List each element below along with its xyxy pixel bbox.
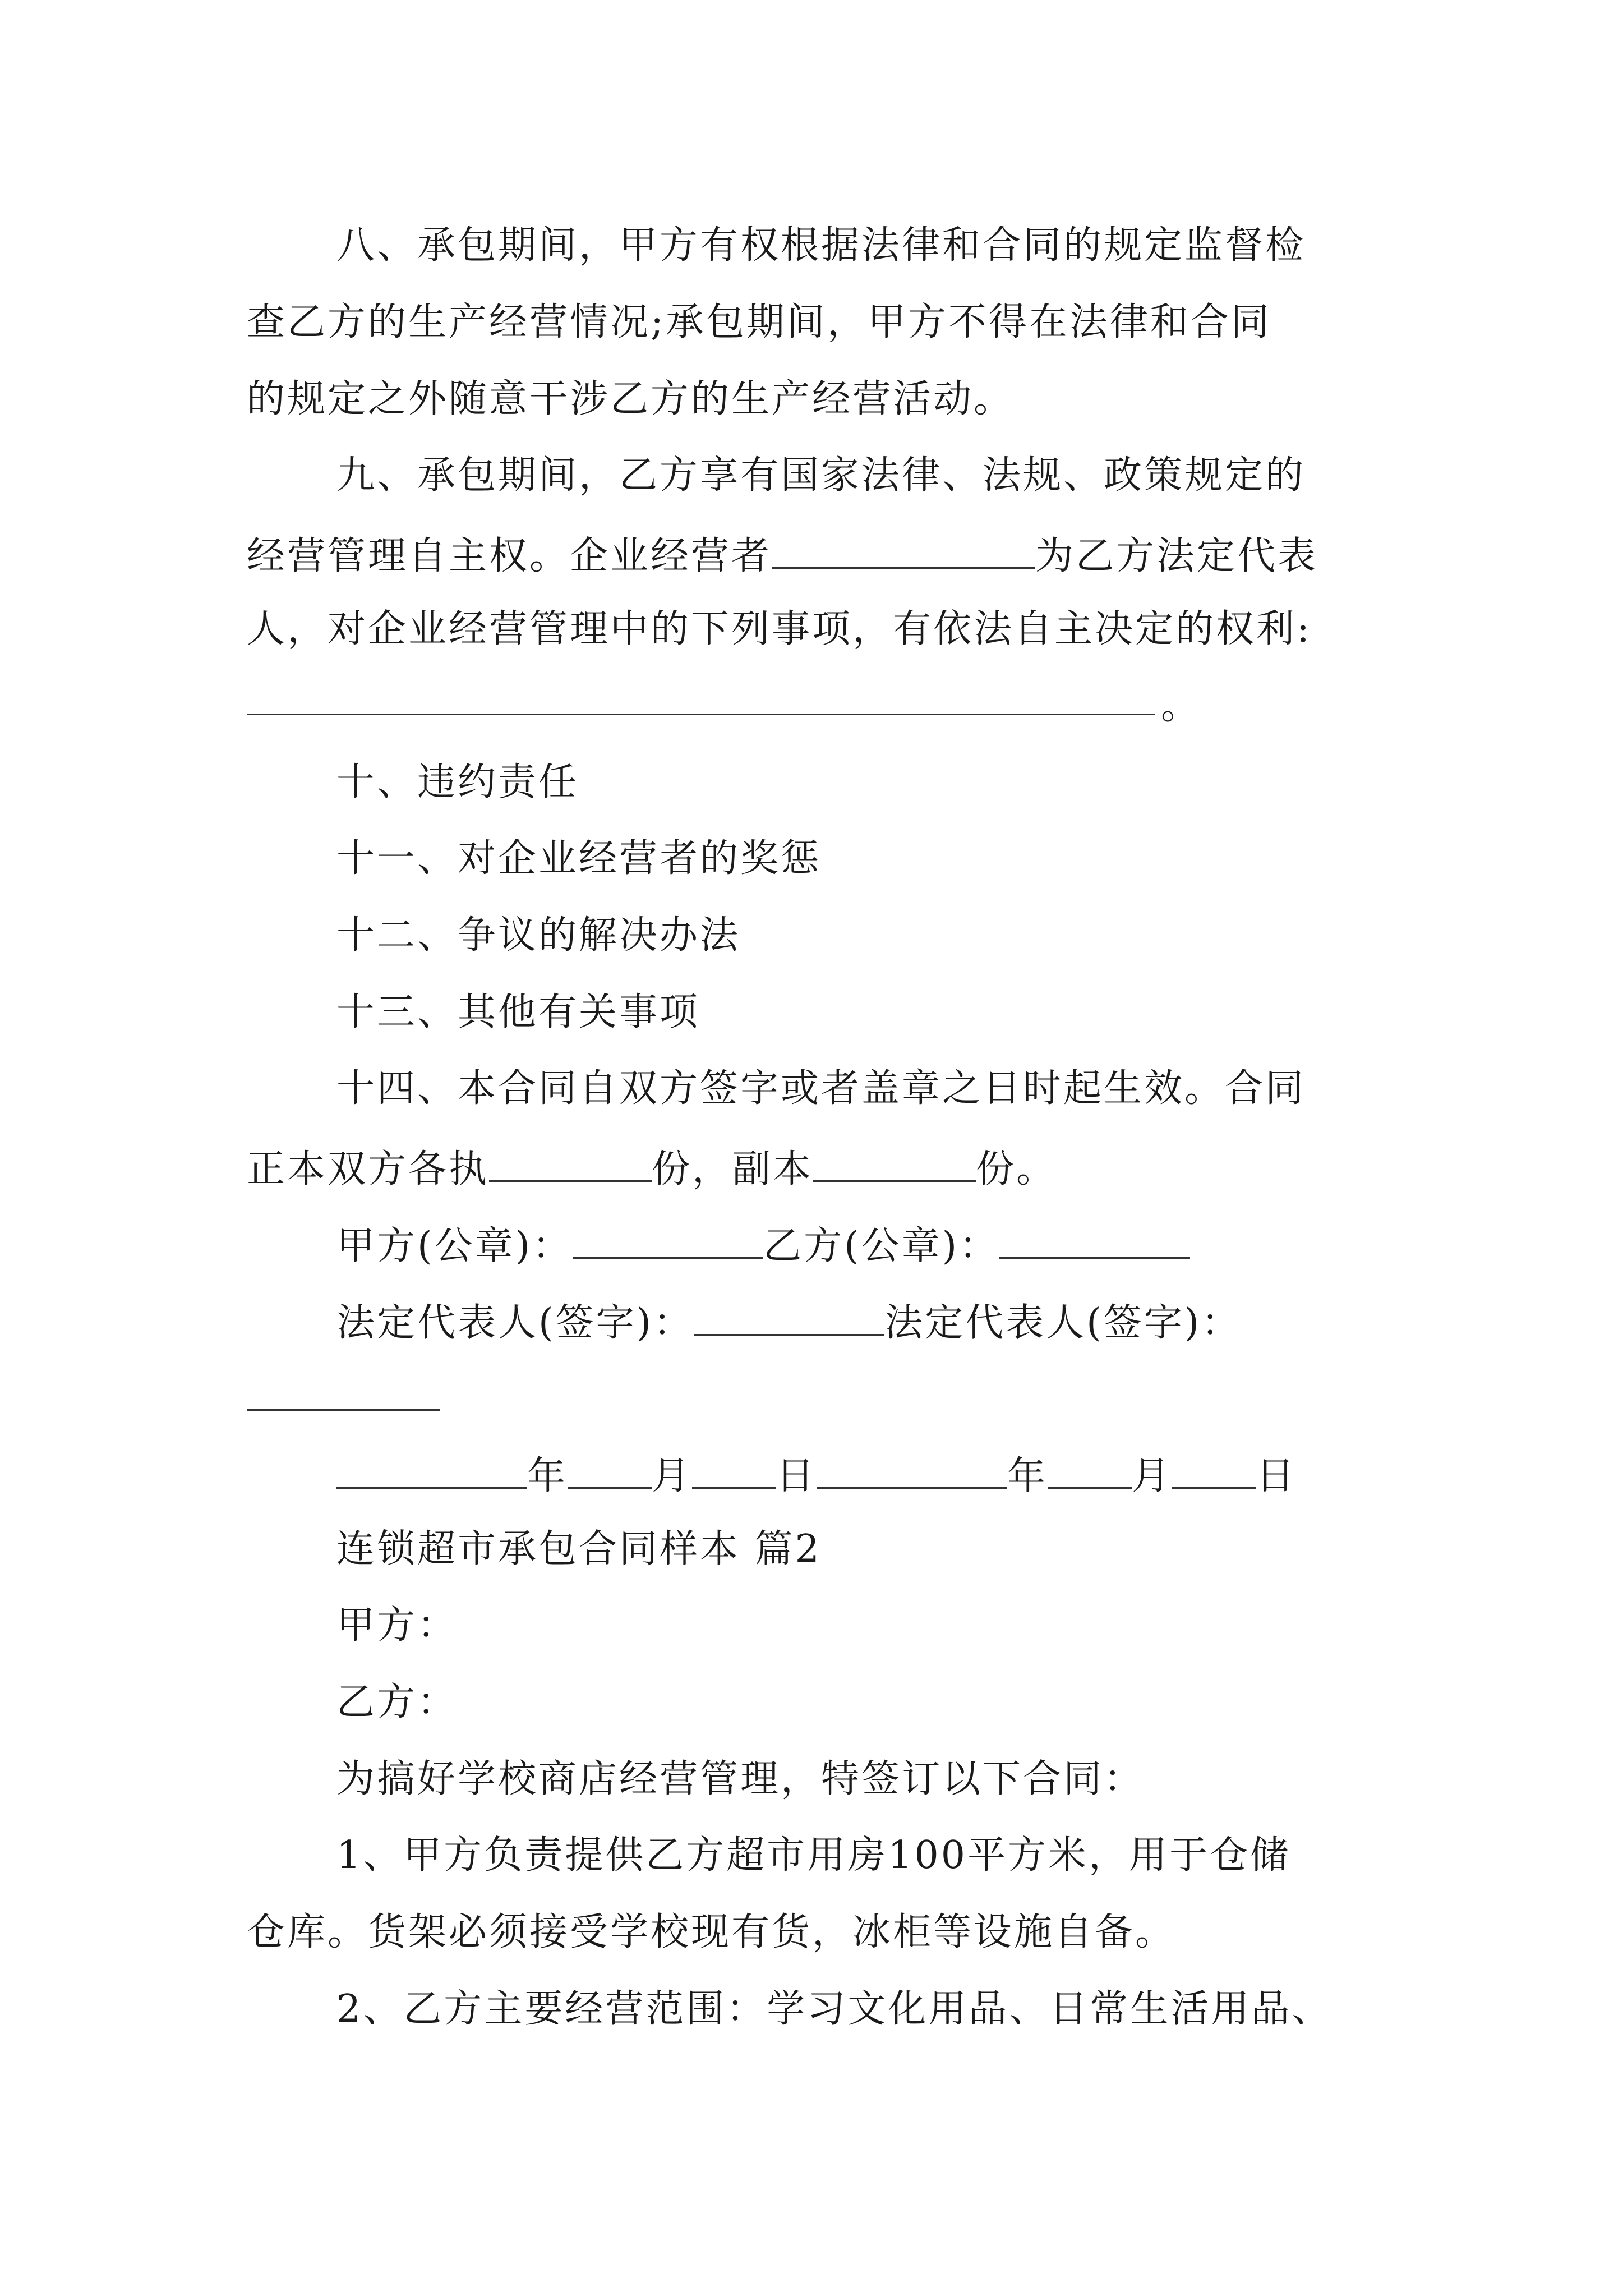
clause-9-period: 。 — [1161, 684, 1202, 728]
original-copies-blank — [489, 1147, 652, 1182]
operator-name-blank — [772, 533, 1035, 569]
day-b-label: 日 — [1256, 1454, 1297, 1498]
clause-9-line-1: 九、承包期间，乙方享有国家法律、法规、政策规定的 — [336, 453, 1306, 498]
representative-line — [336, 1300, 1242, 1345]
day-a-blank — [692, 1453, 776, 1489]
day-b-blank — [1172, 1453, 1256, 1489]
part-2-intro: 为搞好学校商店经营管理，特签订以下合同： — [336, 1757, 1145, 1801]
clause-9-text-a: 经营管理自主权。企业经营者 — [247, 534, 772, 578]
party-a-rep-blank — [694, 1300, 884, 1336]
clause-9-line-3: 人，对企业经营管理中的下列事项，有依法自主决定的权利: — [247, 607, 1312, 651]
day-a-label: 日 — [776, 1454, 817, 1498]
year-a-label: 年 — [527, 1454, 568, 1498]
duplicate-label: 份，副本 — [652, 1147, 814, 1191]
date-line — [336, 1453, 1297, 1496]
year-b-blank — [817, 1453, 1007, 1489]
part-2-title: 连锁超市承包合同样本 篇2 — [336, 1527, 822, 1571]
clause-14-line-1: 十四、本合同自双方签字或者盖章之日时起生效。合同 — [336, 1066, 1306, 1111]
party-a-seal-blank — [573, 1223, 763, 1259]
month-b-label: 月 — [1132, 1454, 1173, 1498]
copies-unit: 份。 — [976, 1147, 1057, 1191]
clause-9-line-2 — [247, 533, 1318, 576]
clause-13-heading: 十三、其他有关事项 — [336, 990, 700, 1034]
part-2-item-2-line-1: 2、乙方主要经营范围：学习文化用品、日常生活用品、 — [336, 1987, 1332, 2031]
year-b-label: 年 — [1007, 1454, 1048, 1498]
party-a-rep-label: 法定代表人(签字)： — [336, 1301, 694, 1345]
clause-12-heading: 十二、争议的解决办法 — [336, 913, 741, 958]
part-2-item-1-line-1: 1、甲方负责提供乙方超市用房100平方米，用于仓储 — [336, 1833, 1291, 1878]
clause-14-line-2 — [247, 1147, 1057, 1189]
clause-8-line-1: 八、承包期间，甲方有权根据法律和合同的规定监督检 — [336, 223, 1306, 268]
party-b-rep-label: 法定代表人(签字)： — [884, 1301, 1242, 1345]
party-b-rep-blank — [247, 1409, 440, 1411]
duplicate-copies-blank — [813, 1147, 976, 1182]
party-b-seal-blank — [999, 1223, 1190, 1259]
clause-11-heading: 十一、对企业经营者的奖惩 — [336, 836, 822, 881]
seal-line — [336, 1223, 1190, 1266]
party-b-seal-label: 乙方(公章)： — [763, 1224, 1000, 1268]
clause-9-text-b: 为乙方法定代表 — [1035, 534, 1318, 578]
month-a-blank — [568, 1453, 652, 1489]
month-b-blank — [1048, 1453, 1132, 1489]
part-2-party-a: 甲方： — [336, 1603, 458, 1648]
copies-label: 正本双方各执 — [247, 1147, 490, 1191]
clause-8-line-3: 的规定之外随意干涉乙方的生产经营活动。 — [247, 377, 1015, 421]
clause-8-line-2: 查乙方的生产经营情况;承包期间，甲方不得在法律和合同 — [247, 300, 1271, 344]
month-a-label: 月 — [652, 1454, 693, 1498]
party-a-seal-label: 甲方(公章)： — [336, 1224, 573, 1268]
part-2-item-1-line-2: 仓库。货架必须接受学校现有货，冰柜等设施自备。 — [247, 1910, 1176, 1954]
year-a-blank — [336, 1453, 527, 1489]
part-2-party-b: 乙方： — [336, 1680, 458, 1724]
clause-10-heading: 十、违约责任 — [336, 760, 579, 804]
rights-list-blank — [247, 714, 1155, 715]
